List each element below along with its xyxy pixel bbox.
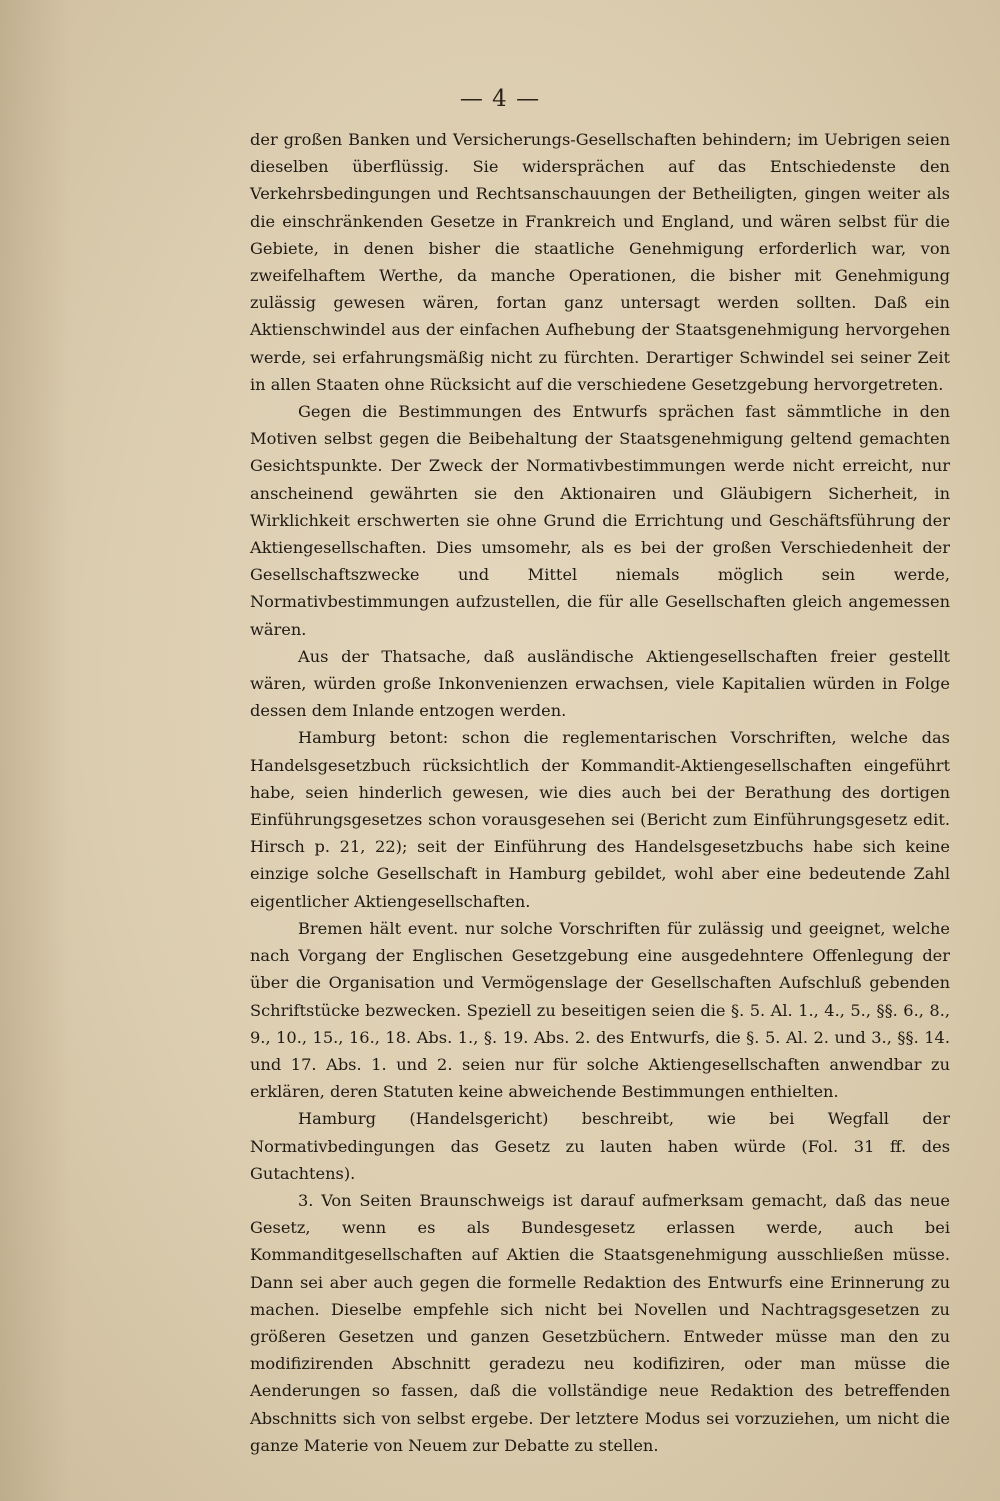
body-text: [250, 126, 950, 1459]
page-number: [0, 86, 1000, 112]
paragraph: Aus der Thatsache, daß ausländische Aktiengesellschaften freier gestellt wären, würden große Inkonvenienzen erwachsen, viele Kapitalien würden in Folge dessen dem Inlande entzogen werden.: [250, 646, 950, 721]
page-number-text: — 4 —: [459, 86, 541, 112]
paragraph: Hamburg (Handelsgericht) beschreibt, wie bei Wegfall der Normativbedingungen das Gesetz zu lauten haben würde (Fol. 31 ff. des Gutachtens).: [250, 1109, 950, 1183]
paragraph: Bremen hält event. nur solche Vorschriften für zulässig und geeignet, welche nach Vorgang der Englischen Gesetzgebung eine ausgedehntere Offenlegung der über die Organisation und Vermögenslage der Gesellschaften Aufschluß gebenden Schriftstücke bezwecken. Speziell zu beseitigen seien die §. 5. Al. 1., 4., 5., §§. 6., 8., 9., 10., 15., 16., 18. Abs. 1., §. 19. Abs. 2. des Entwurfs, die §. 5. Al. 2. und 3., §§. 14. und 17. Abs. 1. und 2. seien nur für solche Aktiengesellschaften anwendbar zu erklären, deren Statuten keine abweichende Bestimmungen enthielten.: [250, 918, 950, 1102]
paragraph: Hamburg betont: schon die reglementarischen Vorschriften, welche das Handelsgesetzbuch rücksichtlich der Kommandit-Aktiengesellschaften eingeführt habe, seien hinderlich gewesen, wie dies auch bei der Berathung des dortigen Einführungsgesetzes schon vorausgesehen sei (Bericht zum Einführungsgesetz edit. Hirsch p. 21, 22); seit der Einführung des Handelsgesetzbuchs habe sich keine einzige solche Gesellschaft in Hamburg gebildet, wohl aber eine bedeutende Zahl eigentlicher Aktiengesellschaften.: [250, 728, 950, 911]
paragraph: 3. Von Seiten Braunschweigs ist darauf aufmerksam gemacht, daß das neue Gesetz, wenn es als Bundesgesetz erlassen werde, auch bei Kommanditgesellschaften auf Aktien die Staatsgenehmigung ausschließen müsse. Dann sei aber auch gegen die formelle Redaktion des Entwurfs eine Erinnerung zu machen. Dieselbe empfehle sich nicht bei Novellen und Nachtragsgesetzen zu größeren Gesetzen und ganzen Gesetzbüchern. Entweder müsse man den zu modifizirenden Abschnitt geradezu neu kodifiziren, oder man müsse die Aenderungen so fassen, daß die vollständige neue Redaktion des betreffenden Abschnitts sich von selbst ergebe. Der letztere Modus sei vorzuziehen, um nicht die ganze Materie von Neuem zur Debatte zu stellen.: [250, 1190, 950, 1455]
paragraph: der großen Banken und Versicherungs-Gesellschaften behindern; im Uebrigen seien dieselben überflüssig. Sie widersprächen auf das Entschiedenste den Verkehrsbedingungen und Rechtsanschauungen der Betheiligten, gingen weiter als die einschränkenden Gesetze in Frankreich und England, und wären selbst für die Gebiete, in denen bisher die staatliche Genehmigung erforderlich war, von zweifelhaftem Werthe, da manche Operationen, die bisher mit Genehmigung zulässig gewesen wären, fortan ganz untersagt werden sollten. Daß ein Aktienschwindel aus der einfachen Aufhebung der Staatsgenehmigung hervorgehen werde, sei erfahrungsmäßig nicht zu fürchten. Derartiger Schwindel sei seiner Zeit in allen Staaten ohne Rücksicht auf die verschiedene Gesetzgebung hervorgetreten.: [250, 130, 950, 394]
paragraph: Gegen die Bestimmungen des Entwurfs sprächen fast sämmtliche in den Motiven selbst gegen die Beibehaltung der Staatsgenehmigung geltend gemachten Gesichtspunkte. Der Zweck der Normativbestimmungen werde nicht erreicht, nur anscheinend gewährten sie den Aktionairen und Gläubigern Sicherheit, in Wirklichkeit erschwerten sie ohne Grund die Errichtung und Geschäftsführung der Aktiengesellschaften. Dies umsomehr, als es bei der großen Verschiedenheit der Gesellschaftszwecke und Mittel niemals möglich sein werde, Normativbestimmungen aufzustellen, die für alle Gesellschaften gleich angemessen wären.: [250, 402, 950, 639]
